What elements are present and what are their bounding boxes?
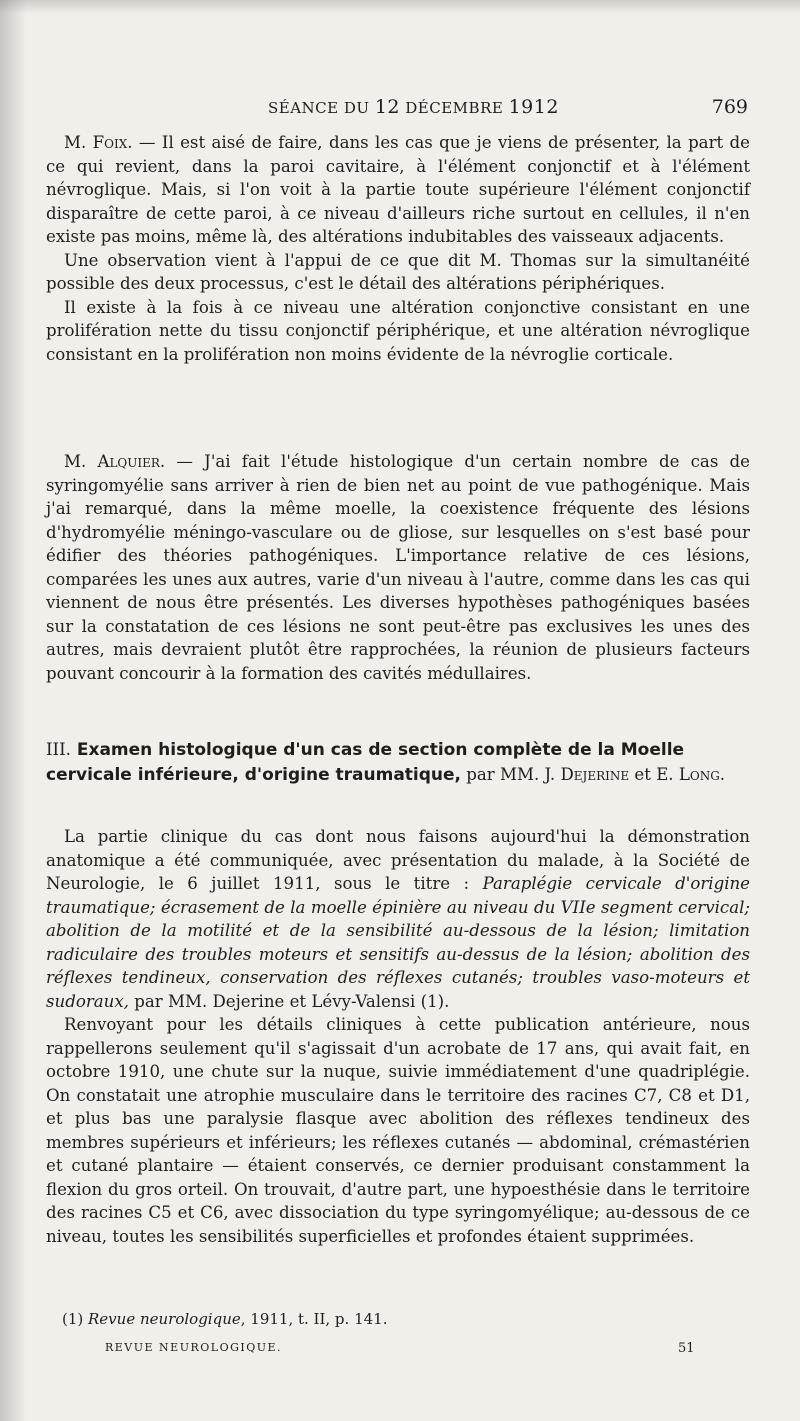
section-heading [46, 738, 750, 787]
running-head-day: 12 [374, 96, 401, 118]
running-head-part1: SÉANCE DU [268, 99, 375, 117]
speaker-foix: M. Foix. [64, 133, 133, 152]
case-p1-end: par MM. Dejerine et Lévy-Valensi (1). [128, 991, 450, 1011]
case-report [46, 825, 750, 1248]
footnote-journal: Revue neurologique [88, 1310, 241, 1328]
alquier-paragraph [46, 450, 750, 685]
speaker-alquier: M. Alquier. [64, 452, 166, 471]
page-header [0, 96, 800, 126]
foix-paragraph-2: Une observation vient à l'appui de ce que dit M. Thomas sur la simultanéité possible des deux processus, c'est le détail des altérations périphériques. [46, 250, 750, 293]
scan-shadow-top [0, 0, 800, 14]
section-authors-prefix: par MM. [461, 764, 545, 784]
section-number: III. [46, 740, 71, 759]
section-and: et [629, 764, 657, 784]
foix-paragraph-1 [46, 131, 750, 249]
foix-paragraph-3: Il existe à la fois à ce niveau une altération conjonctive consistant en une prolifération nette du tissu conjonctif périphérique, et une altération névroglique consistant en la prolifération non moins évidente de la névroglie corticale. [46, 297, 750, 364]
alquier-discussion [46, 450, 750, 685]
author-long: E. Long. [656, 764, 726, 784]
footer-signature: 51 [678, 1341, 695, 1356]
alquier-text: — J'ai fait l'étude histologique d'un certain nombre de cas de syringomyélie sans arriver à rien de bien net au point de vue pathogénique. Mais j'ai remarqué, dans la même moelle, la coexistence fréquente des lésions d'hydromyélie méningo-vasculare ou de gliose, sur lesquelles on s'est basé pour édifier des théories pathogéniques. L'importance relative de ces lésions, comparées les unes aux autres, varie d'un niveau à l'autre, comme dans les cas qui viennent de nous être présentés. Les diverses hypothèses pathogéniques basées sur la constatation de ces lésions ne sont peut-être pas exclusives les unes des autres, mais devraient plutôt être rapprochées, la réunion de plusieurs facteurs pouvant concourir à la formation des cavités médullaires. [46, 452, 750, 683]
foix-discussion [46, 131, 750, 366]
foix-text: — Il est aisé de faire, dans les cas que je viens de présenter, la part de ce qui revient, dans la paroi cavitaire, à l'élément conjonctif et à l'élément névroglique. Mais, si l'on voit à la partie toute supérieure l'élément conjonctif disparaître de cette paroi, à ce niveau d'ailleurs riche surtout en cellules, il n'en existe pas moins, même là, des altérations indubitables des vaisseaux adjacents. [46, 133, 750, 246]
case-paragraph-2: Renvoyant pour les détails cliniques à cette publication antérieure, nous rappellerons seulement qu'il s'agissait d'un acrobate de 17 ans, qui avait fait, en octobre 1910, une chute sur la nuque, suivie immédiatement d'une quadriplégie. On constatait une atrophie musculaire dans le territoire des racines C7, C8 et D1, et plus bas une paralysie flasque avec abolition des réflexes tendineux des membres supérieurs et inférieurs; les réflexes cutanés — abdominal, crémastérien et cutané plantaire — étaient conservés, ce dernier produisant constamment la flexion du gros orteil. On trouvait, d'autre part, une hypoesthésie dans le territoire des racines C5 et C6, avec dissociation du type syringomyélique; au-dessous de ce niveau, toutes les sensibilités superficielles et profondes étaient supprimées. [46, 1015, 750, 1246]
scan-shadow-left [0, 0, 26, 1421]
running-head [268, 96, 559, 118]
page-footer [0, 1341, 800, 1361]
running-head-year: 1912 [508, 96, 559, 118]
page-number: 769 [711, 96, 748, 118]
case-p1-start: La partie clinique du cas dont nous faisons aujourd'hui la démonstration anatomique a été communiquée, avec présentation du malade, à la Société de Neurologie, le 6 juillet 1911, sous le titre : [46, 827, 750, 893]
author-dejerine: J. Dejerine [544, 764, 630, 784]
case-paragraph-1 [46, 825, 750, 1013]
footnote [62, 1310, 387, 1328]
footer-journal: REVUE NEUROLOGIQUE. [105, 1341, 283, 1354]
footnote-reference: , 1911, t. II, p. 141. [240, 1310, 388, 1328]
running-head-part2: DÉCEMBRE [400, 99, 509, 117]
section-title: Examen histologique d'un cas de section complète de la Moelle cervicale inférieure, d'origine traumatique, [46, 740, 685, 785]
case-p1-title: Paraplégie cervicale d'origine traumatique; écrasement de la moelle épinière au niveau du VIIe segment cervical; abolition de la motilité et de la sensibilité au-dessous de la lésion; limitation radiculaire des troubles moteurs et sensitifs au-dessus de la lésion; abolition des réflexes tendineux, conservation des réflexes cutanés; troubles vaso-moteurs et sudoraux, [46, 874, 751, 1011]
footnote-marker: (1) [62, 1310, 89, 1328]
